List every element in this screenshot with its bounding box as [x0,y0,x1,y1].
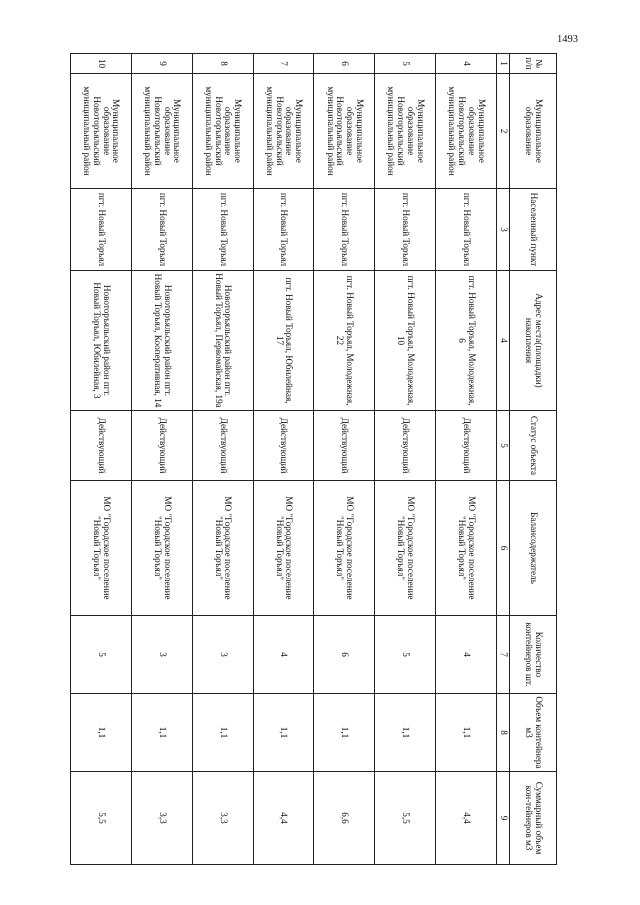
address-cell: пгт. Новый Торъял, Молодежная, 6 [436,271,497,411]
header-cell-municipality: Муниципальное образование [510,74,557,189]
table-row [71,54,132,865]
column-number: 2 [497,74,510,189]
holder-cell: МО "Городское поселение "Новый Торъял" [192,481,253,616]
row-number-cell: 4 [436,54,497,74]
total-volume-cell: 4,4 [436,772,497,865]
address-cell: Новоторъяльский район пгт. Новый Торъял, Первомайская, 19а [192,271,253,411]
header-cell-address: Адрес места(площадки) накопления [510,271,557,411]
column-number: 5 [497,411,510,481]
settlement-cell: пгт. Новый Торъял [375,189,436,271]
column-number: 7 [497,616,510,694]
volume-cell: 1,1 [131,694,192,772]
status-cell: Действующий [436,411,497,481]
total-volume-cell: 3,3 [131,772,192,865]
municipality-cell: Муниципальное образование Новоторъяльский муниципальный район [192,74,253,189]
table-row [253,54,314,865]
rotated-table-container [70,53,557,864]
settlement-cell: пгт. Новый Торъял [436,189,497,271]
table-row [314,54,375,865]
municipality-cell: Муниципальное образование Новоторъяльский муниципальный район [375,74,436,189]
table-row [192,54,253,865]
total-volume-cell: 6,6 [314,772,375,865]
settlement-cell: пгт. Новый Торъял [192,189,253,271]
volume-cell: 1,1 [192,694,253,772]
count-cell: 5 [375,616,436,694]
total-volume-cell: 3,3 [192,772,253,865]
status-cell: Действующий [71,411,132,481]
status-cell: Действующий [131,411,192,481]
volume-cell: 1,1 [314,694,375,772]
header-cell-settlement: Населенный пункт [510,189,557,271]
holder-cell: МО "Городское поселение "Новый Торъял" [71,481,132,616]
settlement-cell: пгт. Новый Торъял [71,189,132,271]
volume-cell: 1,1 [436,694,497,772]
column-number: 4 [497,271,510,411]
header-cell-holder: Балансодержатель [510,481,557,616]
settlement-cell: пгт. Новый Торъял [253,189,314,271]
volume-cell: 1,1 [253,694,314,772]
header-cell-count: Количество контейнеров шт. [510,616,557,694]
volume-cell: 1,1 [375,694,436,772]
total-volume-cell: 4,4 [253,772,314,865]
row-number-cell: 7 [253,54,314,74]
column-number: 9 [497,772,510,865]
address-cell: пгт. Новый Торъял, Молодежная, 10 [375,271,436,411]
settlement-cell: пгт. Новый Торъял [314,189,375,271]
holder-cell: МО "Городское поселение "Новый Торъял" [375,481,436,616]
total-volume-cell: 5,5 [71,772,132,865]
address-cell: пгт. Новый Торъял, Молодежная, 22 [314,271,375,411]
header-cell-total-volume: Суммарный объем кон-тейнеров м3 [510,772,557,865]
count-cell: 4 [436,616,497,694]
status-cell: Действующий [375,411,436,481]
header-cell-status: Статус объекта [510,411,557,481]
address-cell: Новоторъяльский район пгт. Новый Торъял, Юбилейная, 3 [71,271,132,411]
header-cell-num: № п/п [510,54,557,74]
total-volume-cell: 5,5 [375,772,436,865]
holder-cell: МО "Городское поселение "Новый Торъял" [253,481,314,616]
address-cell: Новоторъяльский район пгт. Новый Торъял, Кооперативная, 14 [131,271,192,411]
count-cell: 3 [192,616,253,694]
status-cell: Действующий [253,411,314,481]
volume-cell: 1,1 [71,694,132,772]
municipality-cell: Муниципальное образование Новоторъяльский муниципальный район [253,74,314,189]
page-number: 1493 [557,34,578,45]
row-number-cell: 5 [375,54,436,74]
table-row [436,54,497,865]
column-number: 8 [497,694,510,772]
holder-cell: МО "Городское поселение "Новый Торъял" [314,481,375,616]
row-number-cell: 9 [131,54,192,74]
status-cell: Действующий [314,411,375,481]
municipality-cell: Муниципальное образование Новоторъяльский муниципальный район [71,74,132,189]
municipality-cell: Муниципальное образование Новоторъяльский муниципальный район [436,74,497,189]
container-sites-table [70,53,557,865]
column-number-row [497,54,510,865]
count-cell: 4 [253,616,314,694]
municipality-cell: Муниципальное образование Новоторъяльский муниципальный район [131,74,192,189]
table-row [375,54,436,865]
header-row [510,54,557,865]
municipality-cell: Муниципальное образование Новоторъяльский муниципальный район [314,74,375,189]
table-row [131,54,192,865]
count-cell: 3 [131,616,192,694]
column-number: 6 [497,481,510,616]
count-cell: 6 [314,616,375,694]
address-cell: пгт. Новый Торъял, Юбилейная, 17 [253,271,314,411]
holder-cell: МО "Городское поселение "Новый Торъял" [131,481,192,616]
row-number-cell: 10 [71,54,132,74]
status-cell: Действующий [192,411,253,481]
holder-cell: МО "Городское поселение "Новый Торъял" [436,481,497,616]
column-number: 1 [497,54,510,74]
row-number-cell: 6 [314,54,375,74]
header-cell-volume: Объем контейнера м3 [510,694,557,772]
settlement-cell: пгт. Новый Торъял [131,189,192,271]
count-cell: 5 [71,616,132,694]
row-number-cell: 8 [192,54,253,74]
column-number: 3 [497,189,510,271]
